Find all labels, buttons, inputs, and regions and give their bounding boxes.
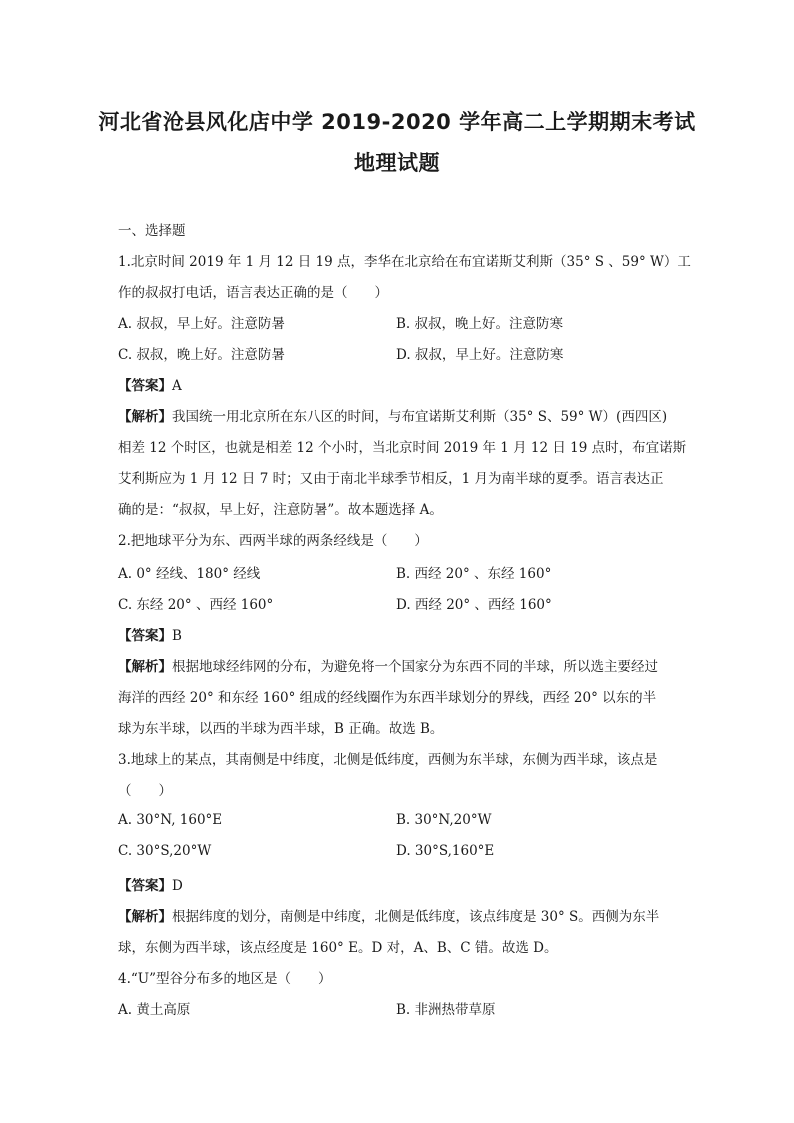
q1-analysis-line1 bbox=[118, 405, 667, 425]
q3-analysis-line2: 球，东侧为西半球，该点经度是 160° E。D 对，A、B、C 错。故选 D。 bbox=[118, 940, 558, 956]
section-heading: 一、选择题 bbox=[118, 223, 186, 239]
q2-option-c: C. 东经 20° 、西经 160° bbox=[118, 597, 274, 613]
analysis-tag: 【解析】 bbox=[118, 659, 172, 675]
q4-stem-line1: 4.“U”型谷分布多的地区是（ ） bbox=[118, 971, 332, 987]
q3-stem-line2: （ ） bbox=[118, 783, 172, 799]
q1-option-c: C. 叔叔，晚上好。注意防暑 bbox=[118, 347, 285, 363]
answer-value: D bbox=[172, 878, 183, 894]
q2-analysis-line1 bbox=[118, 655, 658, 675]
q1-stem-line2: 作的叔叔打电话，语言表达正确的是（ ） bbox=[118, 285, 388, 301]
q1-option-d: D. 叔叔，早上好。注意防寒 bbox=[396, 347, 564, 363]
q3-option-c: C. 30°S,20°W bbox=[118, 843, 212, 859]
q3-option-b: B. 30°N,20°W bbox=[396, 812, 492, 828]
q2-answer bbox=[118, 624, 182, 644]
analysis-text: 根据纬度的划分，南侧是中纬度，北侧是低纬度，该点纬度是 30° S。西侧为东半 bbox=[172, 909, 660, 925]
q1-answer bbox=[118, 374, 182, 394]
analysis-tag: 【解析】 bbox=[118, 909, 172, 925]
document-title: 河北省沧县风化店中学 2019-2020 学年高二上学期期末考试 bbox=[98, 110, 696, 134]
analysis-tag: 【解析】 bbox=[118, 409, 172, 425]
q3-stem-line1: 3.地球上的某点，其南侧是中纬度，北侧是低纬度，西侧为东半球，东侧为西半球，该点是 bbox=[118, 752, 658, 768]
q3-answer bbox=[118, 874, 183, 894]
q4-option-a: A. 黄土高原 bbox=[118, 1002, 191, 1018]
q2-stem-line1: 2.把地球平分为东、西两半球的两条经线是（ ） bbox=[118, 533, 428, 549]
document-subtitle: 地理试题 bbox=[354, 151, 440, 175]
q1-option-b: B. 叔叔，晚上好。注意防寒 bbox=[396, 316, 564, 332]
answer-value: A bbox=[172, 378, 182, 394]
q3-option-a: A. 30°N, 160°E bbox=[118, 812, 223, 828]
answer-value: B bbox=[172, 628, 182, 644]
answer-tag: 【答案】 bbox=[118, 378, 172, 394]
q1-analysis-line3: 艾利斯应为 1 月 12 日 7 时；又由于南北半球季节相反，1 月为南半球的夏季。语言表达正 bbox=[118, 471, 664, 487]
analysis-text: 根据地球经纬网的分布，为避免将一个国家分为东西不同的半球，所以选主要经过 bbox=[172, 659, 658, 675]
q3-analysis-line1 bbox=[118, 905, 659, 925]
q2-option-b: B. 西经 20° 、东经 160° bbox=[396, 566, 552, 582]
answer-tag: 【答案】 bbox=[118, 628, 172, 644]
q1-analysis-line4: 确的是：“叔叔，早上好，注意防暑”。故本题选择 A。 bbox=[118, 502, 443, 518]
q1-analysis-line2: 相差 12 个时区，也就是相差 12 个小时，当北京时间 2019 年 1 月 12 日 19 点时，布宜诺斯 bbox=[118, 440, 687, 456]
q1-stem-line1: 1.北京时间 2019 年 1 月 12 日 19 点，李华在北京给在布宜诺斯艾利斯（35° S 、59° W）工 bbox=[118, 254, 691, 270]
q2-analysis-line3: 球为东半球，以西的半球为西半球，B 正确。故选 B。 bbox=[118, 721, 444, 737]
q3-option-d: D. 30°S,160°E bbox=[396, 843, 495, 859]
answer-tag: 【答案】 bbox=[118, 878, 172, 894]
q2-option-d: D. 西经 20° 、西经 160° bbox=[396, 597, 552, 613]
q4-option-b: B. 非洲热带草原 bbox=[396, 1002, 496, 1018]
q2-analysis-line2: 海洋的西经 20° 和东经 160° 组成的经线圈作为东西半球划分的界线，西经 20° 以东的半 bbox=[118, 690, 657, 706]
q2-option-a: A. 0° 经线、180° 经线 bbox=[118, 566, 261, 582]
q1-option-a: A. 叔叔，早上好。注意防暑 bbox=[118, 316, 285, 332]
analysis-text: 我国统一用北京所在东八区的时间，与布宜诺斯艾利斯（35° S、59° W）(西四区) bbox=[172, 409, 668, 425]
